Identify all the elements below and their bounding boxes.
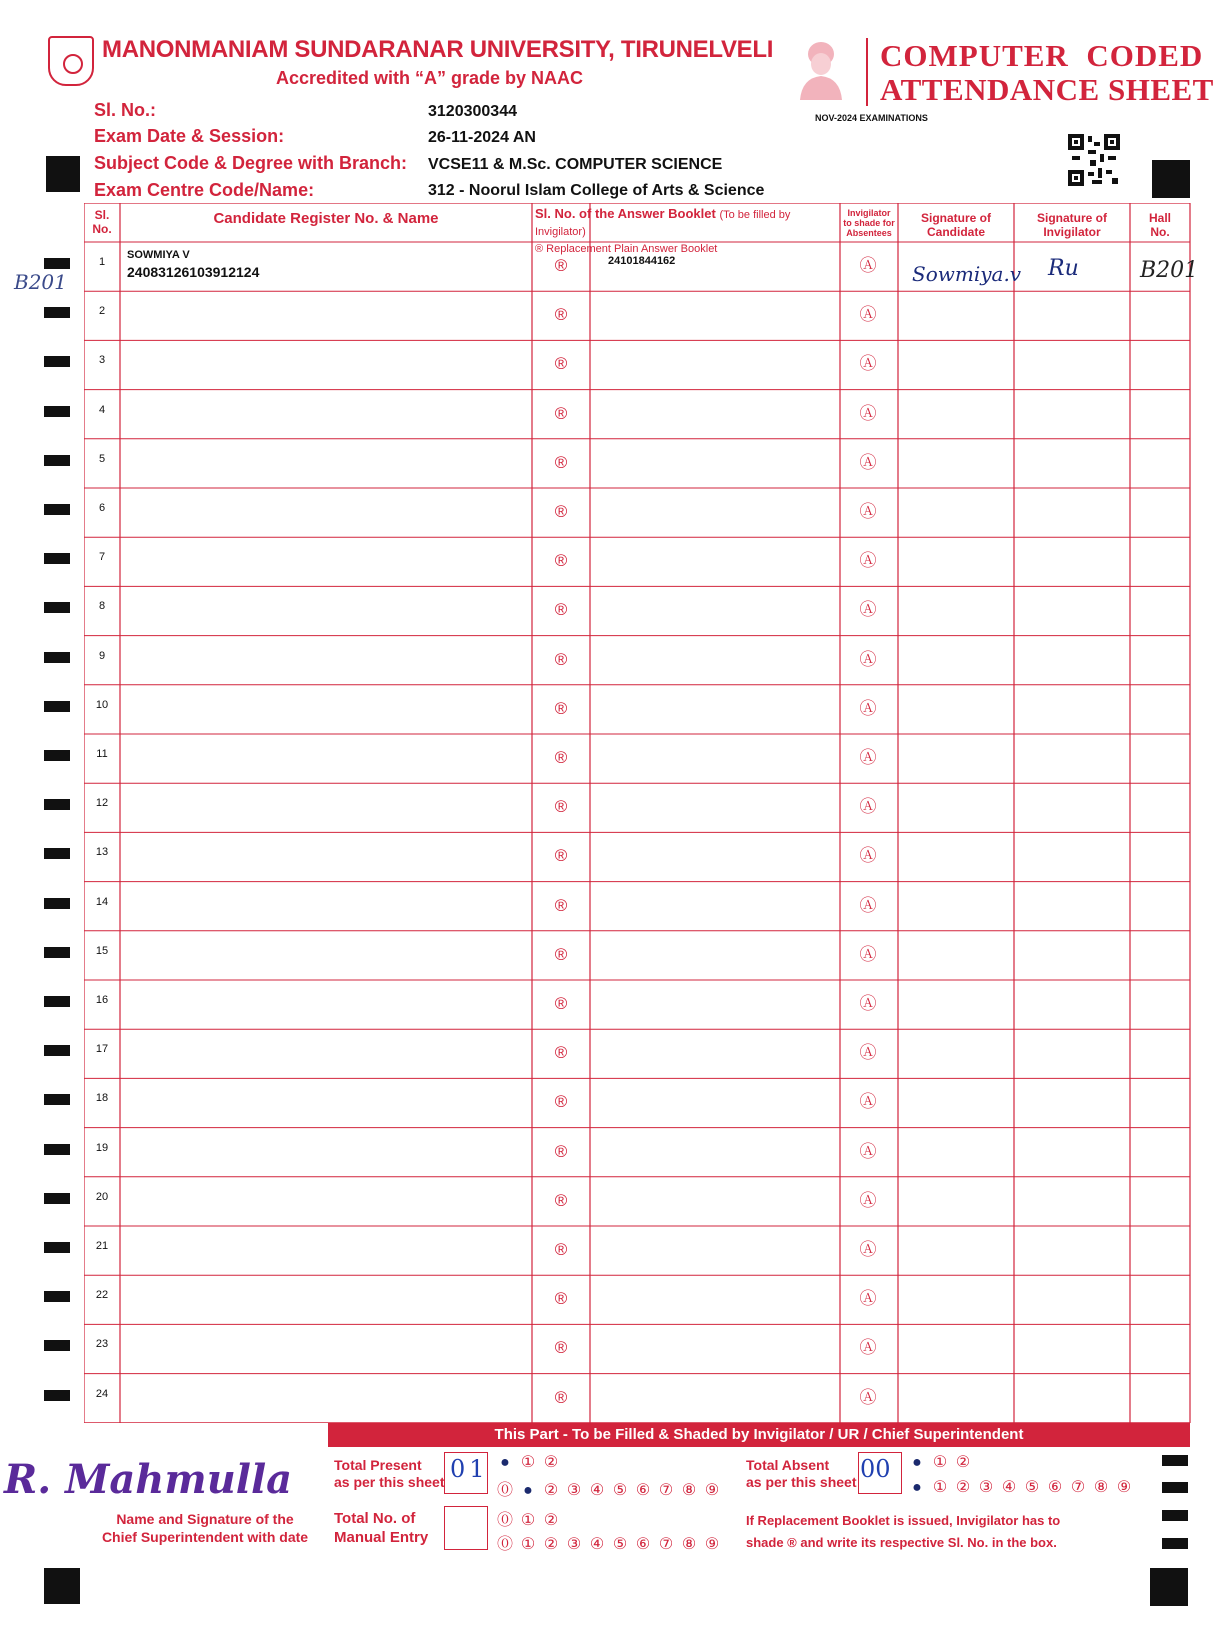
absentee-bubble[interactable]: Ⓐ [859,551,877,571]
timing-mark [44,553,70,564]
replacement-bubble[interactable]: ® [554,1387,568,1407]
row-sl-no: 24 [95,1387,109,1400]
digit-bubble[interactable]: ⑨ [1116,1479,1133,1496]
row-sl-no: 19 [95,1141,109,1154]
digit-bubble[interactable]: ② [543,1536,560,1553]
header-divider [866,38,868,106]
total-absent-label-line1: Total Absent [746,1457,830,1473]
digit-bubble[interactable]: ② [543,1512,560,1529]
digit-bubble[interactable]: ⓪ [496,1482,514,1499]
timing-mark [44,1390,70,1401]
timing-mark [44,1094,70,1105]
absentee-bubble[interactable]: Ⓐ [859,354,877,374]
digit-bubble[interactable]: ● [912,1479,923,1496]
digit-bubble[interactable]: ⑤ [1024,1479,1041,1496]
absentee-bubble[interactable]: Ⓐ [859,846,877,866]
row-sl-no: 9 [98,649,106,662]
digit-bubble[interactable]: ⑦ [1070,1479,1087,1496]
absentee-bubble[interactable]: Ⓐ [859,895,877,915]
subject-value: VCSE11 & M.Sc. COMPUTER SCIENCE [428,156,723,173]
digit-bubble[interactable]: ③ [566,1482,583,1499]
total-absent-value: 00 [860,1455,891,1483]
digit-bubble[interactable]: ④ [1001,1479,1018,1496]
digit-bubble[interactable]: ⑧ [1093,1479,1110,1496]
absentee-bubble[interactable]: Ⓐ [859,1387,877,1407]
subject-label: Subject Code & Degree with Branch: [94,153,408,173]
absentee-bubble[interactable]: Ⓐ [859,403,877,423]
row-sl-no: 1 [98,256,106,268]
timing-mark [1162,1482,1188,1493]
timing-mark [44,307,70,318]
manual-entry-tens-bubbles[interactable] [494,1507,563,1530]
digit-bubble[interactable]: ④ [589,1536,606,1553]
absentee-bubble[interactable]: Ⓐ [859,1240,877,1259]
absentee-bubble[interactable]: Ⓐ [859,1141,877,1161]
replacement-note-line2: shade ® and write its respective Sl. No. in the box. [746,1535,1057,1550]
absentee-bubble[interactable]: Ⓐ [859,748,877,767]
row-sl-no: 16 [95,994,109,1006]
sheet-title-line2: ATTENDANCE SHEET [880,72,1214,107]
exam-date-label: Exam Date & Session: [94,126,285,146]
replacement-bubble[interactable]: ® [554,600,568,620]
exam-date-value: 26-11-2024 AN [428,129,536,146]
timing-mark [44,799,70,810]
registration-mark [44,1568,80,1604]
row-sl-no: 23 [95,1338,109,1351]
hall-no-handwritten: B201 [1140,258,1199,283]
replacement-note-line1: If Replacement Booklet is issued, Invigilator has to [746,1513,1061,1528]
absentee-bubble[interactable]: Ⓐ [859,1289,877,1309]
replacement-bubble[interactable]: ® [554,1092,568,1112]
absentee-bubble[interactable]: Ⓐ [859,649,877,669]
digit-bubble[interactable]: ⑧ [681,1482,698,1499]
row-sl-no: 15 [95,944,109,957]
margin-hall-note: B201 [14,270,67,294]
digit-bubble[interactable]: ③ [978,1479,995,1496]
accreditation-text: Accredited with “A” grade by NAAC [276,68,584,88]
digit-bubble[interactable]: ⑥ [635,1482,652,1499]
row-sl-no: 13 [95,846,109,859]
absentee-bubble[interactable]: Ⓐ [859,600,877,620]
row-sl-no: 18 [95,1092,109,1105]
timing-mark [44,602,70,613]
replacement-note [746,1510,1060,1554]
total-present-label-line2: as per this sheet [334,1474,445,1490]
replacement-bubble[interactable]: ® [554,1240,568,1259]
total-absent-label [746,1457,857,1491]
absentee-bubble[interactable]: Ⓐ [859,452,877,472]
replacement-bubble[interactable]: ® [554,452,568,472]
university-logo [48,36,94,86]
timing-mark [44,996,70,1007]
total-absent-tens-bubbles[interactable] [906,1452,975,1472]
row-sl-no: 8 [98,600,106,613]
total-present-ones-bubbles[interactable] [494,1477,724,1500]
digit-bubble[interactable]: ② [955,1479,972,1496]
absentee-bubble[interactable]: Ⓐ [859,944,877,964]
timing-mark [44,1144,70,1155]
digit-bubble[interactable]: ⑧ [681,1536,698,1553]
absentee-bubble[interactable]: Ⓐ [859,502,877,521]
total-present-label [334,1457,445,1491]
row-sl-no: 22 [95,1289,109,1302]
university-name: MANONMANIAM SUNDARANAR UNIVERSITY, TIRUNELVELI [102,36,774,63]
row-sl-no: 3 [98,354,106,367]
manual-entry-box[interactable] [444,1506,488,1550]
row-sl-no: 10 [95,698,109,711]
digit-bubble[interactable]: ④ [589,1482,606,1499]
sl-no-value: 3120300344 [428,103,517,120]
timing-mark [44,701,70,712]
timing-mark [44,504,70,515]
invigilator-section-banner: This Part - To be Filled & Shaded by Invigilator / UR / Chief Superintendent [328,1423,1190,1447]
timing-mark [44,356,70,367]
digit-bubble[interactable]: ⑨ [704,1482,721,1499]
replacement-bubble[interactable]: ® [554,1043,568,1063]
absentee-bubble[interactable]: Ⓐ [859,797,877,817]
replacement-bubble[interactable]: ® [554,1190,568,1210]
chief-label-line2: Chief Superintendent with date [101,1529,309,1545]
digit-bubble[interactable]: ⑤ [612,1482,629,1499]
centre-label: Exam Centre Code/Name: [94,180,315,200]
row-sl-no: 4 [98,403,106,416]
replacement-bubble[interactable]: ® [554,502,568,521]
header-sig-candidate: Signature of Candidate [920,211,991,239]
digit-bubble[interactable]: ● [912,1454,923,1471]
sl-no-label: Sl. No.: [94,100,156,120]
registration-mark [1152,160,1190,198]
replacement-bubble[interactable]: ® [554,403,568,423]
timing-mark [44,258,70,269]
row-sl-no: 6 [98,502,106,514]
total-absent-label-line2: as per this sheet [746,1474,857,1490]
timing-mark [44,1291,70,1302]
chief-label-line1: Name and Signature of the [116,1511,294,1527]
chief-superintendent-label [84,1510,326,1546]
timing-mark [1162,1455,1188,1466]
exam-month: NOV-2024 EXAMINATIONS [815,113,928,123]
manual-entry-label-line1: Total No. of [334,1510,416,1527]
replacement-bubble[interactable]: ® [554,748,568,767]
chief-superintendent-signature: R. Mahmulla [4,1456,293,1503]
replacement-bubble[interactable]: ® [554,698,568,718]
total-absent-ones-bubbles[interactable] [906,1477,1136,1497]
invigilator-signature: Ru [1048,256,1079,281]
manual-entry-label [334,1509,428,1547]
replacement-bubble[interactable]: ® [554,797,568,817]
digit-bubble[interactable]: ⑦ [658,1482,675,1499]
total-present-tens-bubbles[interactable] [494,1452,563,1472]
absentee-bubble[interactable]: Ⓐ [859,256,877,275]
digit-bubble[interactable]: ⓪ [496,1536,514,1553]
timing-mark [44,947,70,958]
digit-bubble[interactable]: ② [543,1454,560,1471]
timing-mark [44,406,70,417]
absentee-bubble[interactable]: Ⓐ [859,1043,877,1063]
row-sl-no: 11 [96,748,108,760]
digit-bubble[interactable]: ① [520,1536,537,1553]
row-sl-no: 2 [98,305,106,318]
digit-bubble[interactable]: ⓪ [496,1512,514,1529]
replacement-bubble[interactable]: ® [554,1289,568,1309]
digit-bubble[interactable]: ⑨ [704,1536,721,1553]
registration-mark [46,156,80,192]
digit-bubble[interactable]: ① [932,1454,949,1471]
qr-code-icon [1068,134,1120,186]
sheet-title-line1: COMPUTER CODED [880,38,1204,73]
replacement-bubble[interactable]: ® [554,305,568,325]
digit-bubble[interactable]: ⑥ [1047,1479,1064,1496]
attendance-table-grid [84,203,1192,1423]
digit-bubble[interactable]: ⑤ [612,1536,629,1553]
timing-mark [44,1193,70,1204]
replacement-bubble[interactable]: ® [554,256,568,275]
replacement-bubble[interactable]: ® [554,846,568,866]
digit-bubble[interactable]: ③ [566,1536,583,1553]
row-sl-no: 17 [95,1043,109,1056]
header-sig-invigilator: Signature of Invigilator [1036,211,1107,239]
replacement-bubble[interactable]: ® [554,944,568,964]
digit-bubble[interactable]: ② [543,1482,560,1499]
row-sl-no: 12 [95,797,109,810]
absentee-bubble[interactable]: Ⓐ [859,1338,877,1358]
row-sl-no: 7 [98,551,106,564]
header-booklet-main: Sl. No. of the Answer Booklet [535,206,716,221]
manual-entry-ones-bubbles[interactable] [494,1531,724,1554]
manual-entry-label-line2: Manual Entry [334,1529,429,1546]
timing-mark [44,1045,70,1056]
header-booklet-note: (To be filled by Invigilator) [535,209,791,238]
candidate-signature: Sowmiya.v [912,262,1022,286]
row-sl-no: 21 [95,1240,109,1252]
timing-mark [44,1242,70,1253]
absentee-bubble[interactable]: Ⓐ [859,698,877,718]
row-sl-no: 5 [98,452,106,465]
timing-mark [44,848,70,859]
header-candidate: Candidate Register No. & Name [213,210,439,227]
digit-bubble[interactable]: ⑦ [658,1536,675,1553]
row-sl-no: 14 [95,895,109,908]
digit-bubble[interactable]: ① [520,1512,537,1529]
digit-bubble[interactable]: ① [932,1479,949,1496]
digit-bubble[interactable]: ① [520,1454,537,1471]
timing-mark [44,455,70,466]
header-booklet-sub: ® Replacement Plain Answer Booklet [535,243,718,255]
timing-mark [44,898,70,909]
timing-mark [44,750,70,761]
replacement-bubble[interactable]: ® [554,1141,568,1161]
replacement-bubble[interactable]: ® [554,551,568,571]
absentee-bubble[interactable]: Ⓐ [859,305,877,325]
registration-mark [1150,1568,1188,1606]
replacement-bubble[interactable]: ® [554,994,568,1013]
timing-mark [44,1340,70,1351]
replacement-bubble[interactable]: ® [554,354,568,374]
digit-bubble[interactable]: ② [955,1454,972,1471]
candidate-register-no: 24083126103912124 [127,264,260,280]
digit-bubble[interactable]: ● [523,1482,534,1499]
founder-portrait-image [796,36,846,100]
total-present-label-line1: Total Present [334,1457,422,1473]
digit-bubble[interactable]: ● [500,1454,511,1471]
row-sl-no: 20 [95,1190,109,1203]
answer-booklet-no: 24101844162 [608,255,676,267]
timing-mark [44,652,70,663]
total-present-value: 01 [450,1455,489,1483]
timing-mark [1162,1538,1188,1549]
replacement-bubble[interactable]: ® [554,895,568,915]
absentee-bubble[interactable]: Ⓐ [859,994,877,1013]
header-booklet [535,206,841,257]
replacement-bubble[interactable]: ® [554,1338,568,1358]
header-absentees: Invigilator to shade for Absentees [843,208,895,238]
digit-bubble[interactable]: ⑥ [635,1536,652,1553]
candidate-name: SOWMIYA V [127,249,190,261]
header-hall: Hall No. [1148,211,1171,239]
replacement-bubble[interactable]: ® [554,649,568,669]
centre-value: 312 - Noorul Islam College of Arts & Science [428,182,765,199]
absentee-bubble[interactable]: Ⓐ [859,1190,877,1210]
timing-mark [1162,1510,1188,1521]
header-sl-no: Sl. No. [92,208,112,236]
absentee-bubble[interactable]: Ⓐ [859,1092,877,1112]
